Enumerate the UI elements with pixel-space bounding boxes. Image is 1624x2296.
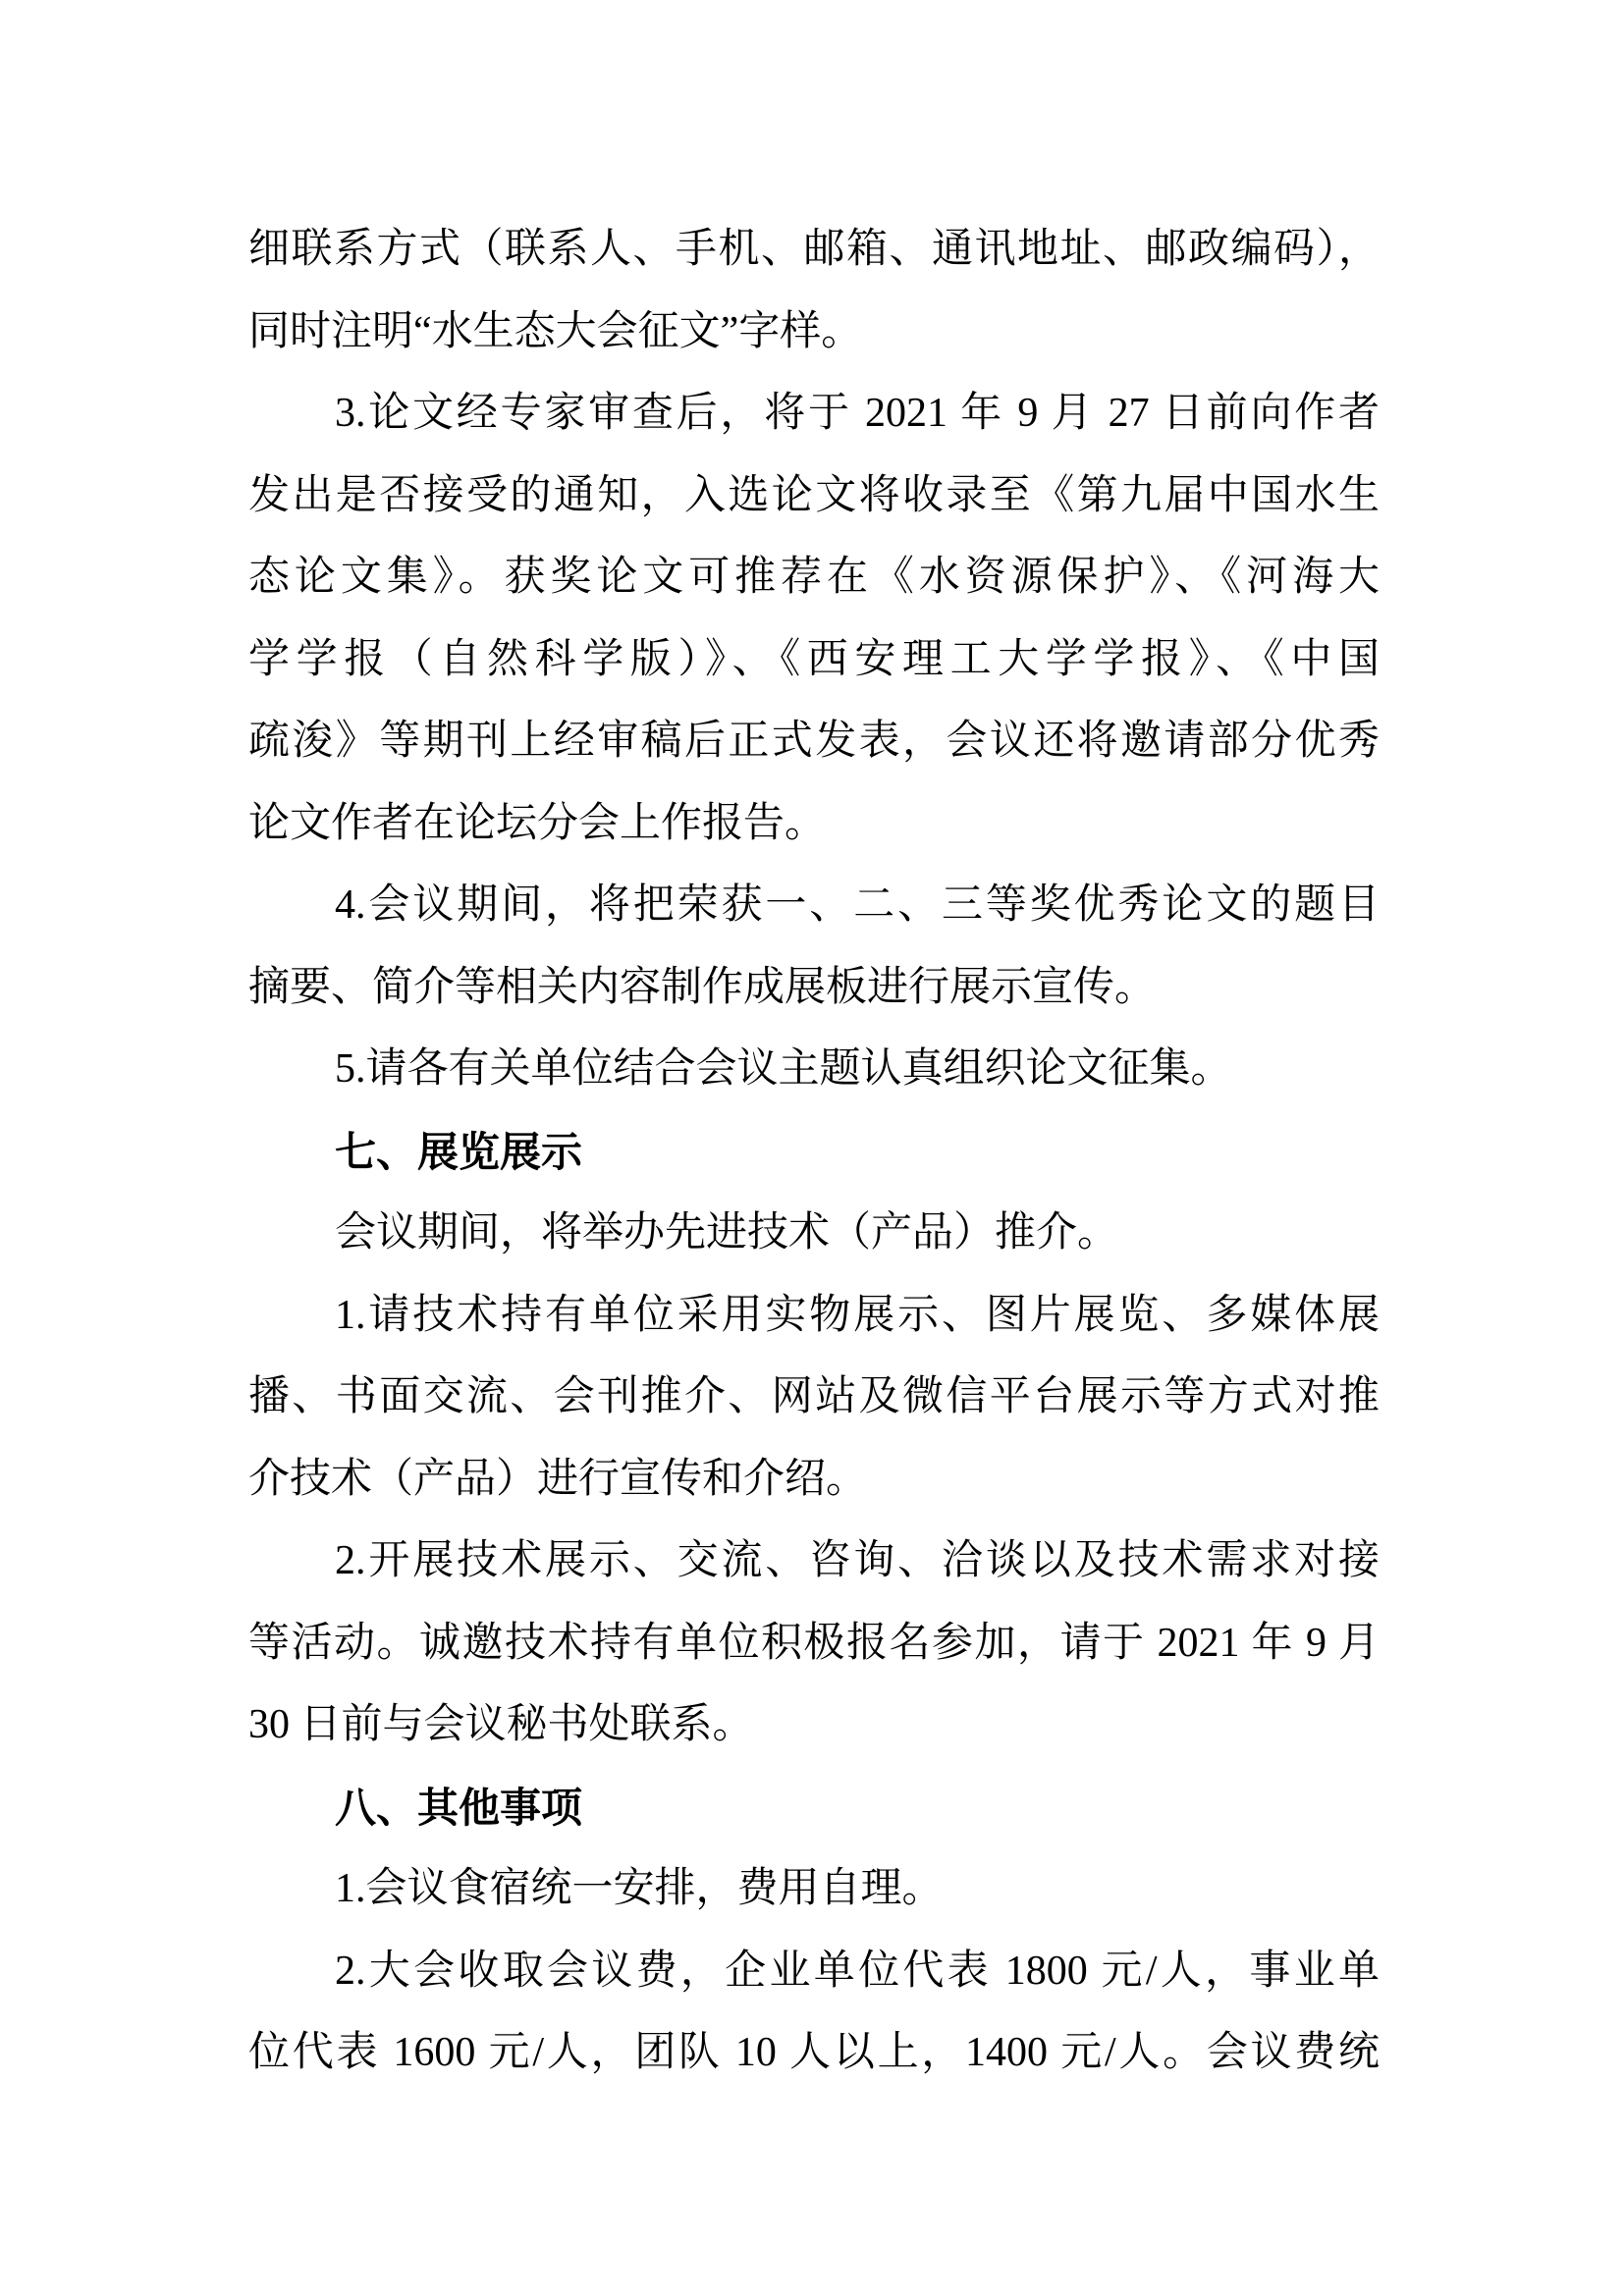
text-line: 发出是否接受的通知，入选论文将收录至《第九届中国水生 xyxy=(248,472,1380,518)
text-line: 2.大会收取会议费，企业单位代表 1800 元/人，事业单 xyxy=(335,1948,1380,1994)
text-line: 介技术（产品）进行宣传和介绍。 xyxy=(248,1456,868,1502)
text-line: 态论文集》。获奖论文可推荐在《水资源保护》、《河海大 xyxy=(248,555,1380,600)
text-line: 4.会议期间，将把荣获一、二、三等奖优秀论文的题目 xyxy=(335,882,1380,928)
section-heading: 八、其他事项 xyxy=(335,1784,583,1831)
text-line: 2.开展技术展示、交流、咨询、洽谈以及技术需求对接 xyxy=(335,1538,1380,1583)
text-line: 播、书面交流、会刊推介、网站及微信平台展示等方式对推 xyxy=(248,1374,1380,1419)
text-line: 3.论文经专家审查后，将于 2021 年 9 月 27 日前向作者 xyxy=(335,391,1380,436)
text-line: 等活动。诚邀技术持有单位积极报名参加，请于 2021 年 9 月 xyxy=(248,1620,1380,1666)
text-line: 30 日前与会议秘书处联系。 xyxy=(248,1702,754,1747)
text-line: 会议期间，将举办先进技术（产品）推介。 xyxy=(335,1210,1119,1255)
text-line: 细联系方式（联系人、手机、邮箱、通讯地址、邮政编码）， xyxy=(248,227,1380,272)
text-line: 1.请技术持有单位采用实物展示、图片展览、多媒体展 xyxy=(335,1292,1380,1338)
text-line: 论文作者在论坛分会上作报告。 xyxy=(248,800,827,846)
text-line: 位代表 1600 元/人，团队 10 人以上，1400 元/人。会议费统 xyxy=(248,2030,1380,2075)
text-line: 摘要、简介等相关内容制作成展板进行展示宣传。 xyxy=(248,964,1157,1010)
text-line: 1.会议食宿统一安排，费用自理。 xyxy=(335,1866,944,1911)
text-line: 学学报（自然科学版）》、《西安理工大学学报》、《中国 xyxy=(248,636,1380,682)
section-heading: 七、展览展示 xyxy=(335,1128,583,1175)
text-line: 5.请各有关单位结合会议主题认真组织论文征集。 xyxy=(335,1046,1232,1092)
text-line: 同时注明“水生态大会征文”字样。 xyxy=(248,308,863,354)
text-line: 疏浚》等期刊上经审稿后正式发表，会议还将邀请部分优秀 xyxy=(248,719,1380,764)
